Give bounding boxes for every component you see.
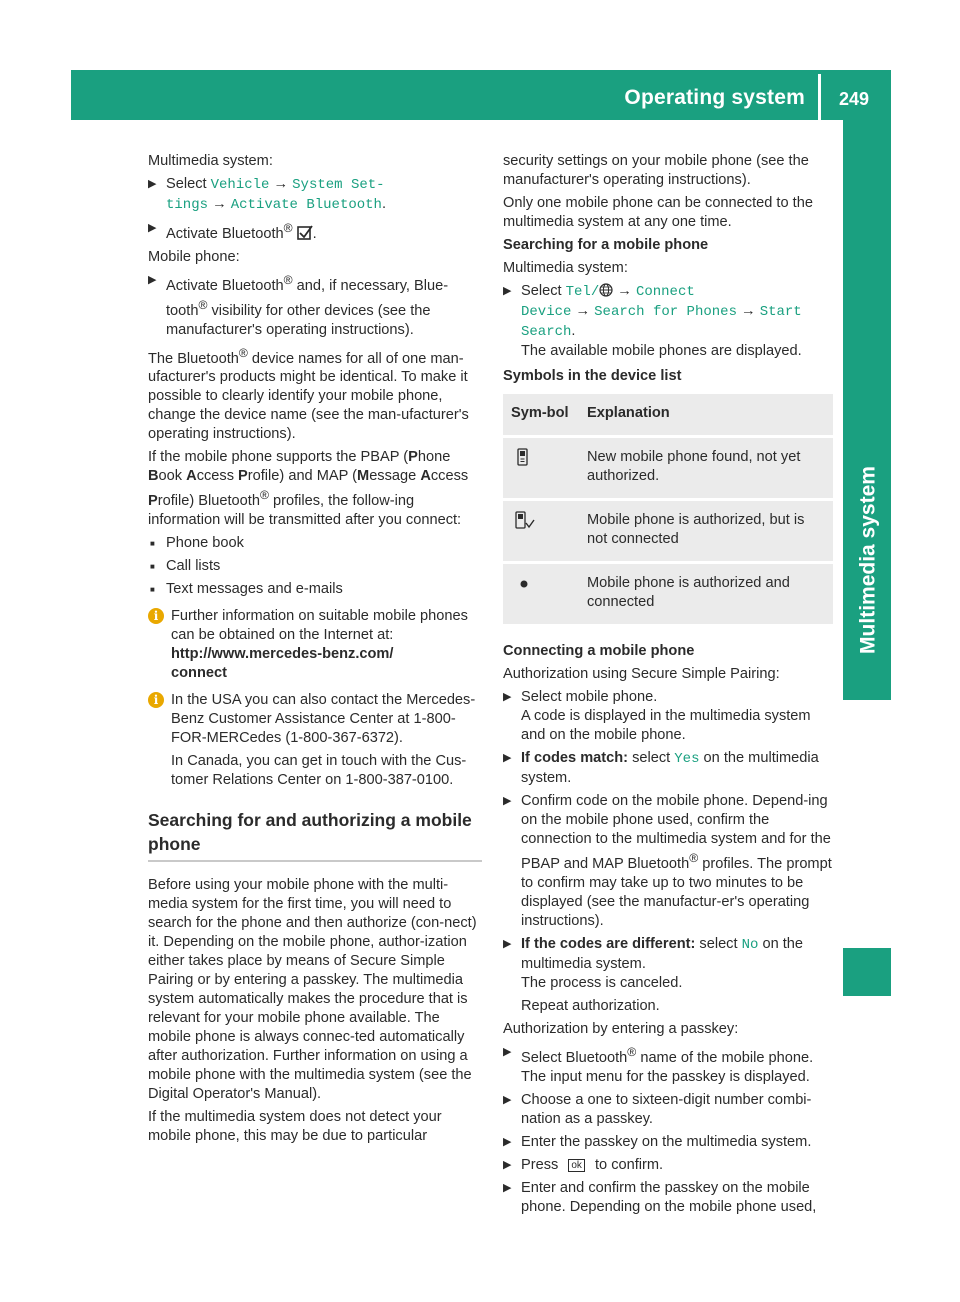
info-note: i Further information on suitable mobile phones can be obtained on the Internet at: http://www.mercedes-benz.com/ connect	[148, 607, 482, 683]
info-icon: i	[148, 608, 164, 624]
menu-vehicle: Vehicle	[210, 177, 270, 193]
phone-icon	[517, 448, 529, 466]
info-note: i In the USA you can also contact the Mercedes-Benz Customer Assistance Center at 1-800-FOR-MERCedes (1-800-367-6372). In Canada, you can get in touch with the Cus-tomer Relations Center on 1-800-387-0100.	[148, 691, 482, 790]
checkbox-checked-icon	[297, 225, 313, 241]
list-item: ■ Phone book	[148, 534, 482, 553]
device-symbol-table	[503, 394, 833, 624]
info-icon: i	[148, 692, 164, 708]
table-header: Sym-bol	[511, 405, 569, 421]
table-row: Mobile phone is authorized and connected	[503, 561, 833, 624]
table-row: New mobile phone found, not yet authorized.	[503, 435, 833, 498]
paragraph: If the mobile phone supports the PBAP (Phone Book Access Profile) and MAP (Message Access Profile) Bluetooth® profiles, the follow-ing information will be transmitted after you connect:	[148, 449, 469, 529]
list-item: ■ Text messages and e-mails	[148, 580, 482, 599]
subheading: Symbols in the device list	[503, 368, 682, 384]
divider	[148, 860, 482, 862]
list-item: ■ Call lists	[148, 557, 482, 576]
table-row: Mobile phone is authorized, but is not connected	[503, 498, 833, 561]
paragraph: Multimedia system:	[148, 153, 273, 169]
step-activate-bluetooth: ▶ Activate Bluetooth® .	[148, 219, 482, 244]
subheading: Searching for a mobile phone	[503, 237, 709, 253]
page-number: 249	[838, 89, 869, 109]
step: ▶ Enter and confirm the passkey on the mobile phone. Depending on the mobile phone used,	[503, 1179, 833, 1217]
paragraph: Multimedia system:	[503, 260, 628, 276]
phone-authorized-icon	[515, 511, 535, 529]
step: ▶ If codes match: select Yes on the multimedia system.	[503, 749, 833, 788]
step-select-vehicle: ▶ Select Vehicle → System Set- tings → Activate Bluetooth.	[148, 175, 482, 215]
subheading: Connecting a mobile phone	[503, 643, 695, 659]
step: ▶ Choose a one to sixteen-digit number combi-nation as a passkey.	[503, 1091, 833, 1129]
step-search-phones: ▶ Select Tel/ → Connect Device → Search for Phones → Start Search. The available mobile phones are displayed.	[503, 282, 833, 361]
paragraph: security settings on your mobile phone (see the manufacturer's operating instructions).	[503, 153, 809, 188]
step: ▶ Enter the passkey on the multimedia system.	[503, 1133, 833, 1152]
dot-icon	[519, 574, 529, 592]
step: ▶ Select Bluetooth® name of the mobile phone. The input menu for the passkey is displayed.	[503, 1043, 833, 1087]
left-column	[148, 152, 482, 1150]
url-link[interactable]: http://www.mercedes-benz.com/	[171, 646, 394, 663]
paragraph: Authorization by entering a passkey:	[503, 1020, 739, 1037]
sidebar-marker	[843, 948, 891, 996]
paragraph: Before using your mobile phone with the multi-media system for the first time, you will need to search for the phone and then authorize (con-nect) it. Depending on the mobile phone, author-ization either takes place by means of Secure Simple Pairing or by entering a passkey. The multimedia system automatically makes the procedure that is relevant for your mobile phone available. The mobile phone is always connec-ted automatically after authorization. Further information on using a mobile phone with the multimedia system (see the Digital Operator's Manual).	[148, 877, 477, 1103]
step: ▶ Select mobile phone. A code is displayed in the multimedia system and on the mobile phone.	[503, 688, 833, 745]
paragraph: Authorization using Secure Simple Pairing:	[503, 666, 780, 682]
sidebar-label: Multimedia system	[856, 466, 880, 654]
ok-key-icon: ok	[568, 1159, 585, 1172]
header-separator	[818, 74, 821, 120]
paragraph: Mobile phone:	[148, 248, 240, 265]
paragraph: The Bluetooth® device names for all of one man- ufacturer's products might be identical. To make it possible to clearly identify your mobile phone, change the device name (see the man-ufacturer's operating instructions).	[148, 345, 469, 443]
globe-icon	[599, 283, 613, 297]
paragraph: If the multimedia system does not detect your mobile phone, this may be due to particular	[148, 1109, 442, 1145]
step: ▶ If the codes are different: select No on the multimedia system. The process is canceled. Repeat authorization.	[503, 935, 833, 1016]
step-phone-bluetooth: ▶ Activate Bluetooth® and, if necessary, Blue- tooth® visibility for other devices (see the manufacturer's operating instructions).	[148, 271, 482, 340]
right-column	[503, 152, 833, 1221]
page-header	[71, 70, 891, 120]
table-header: Explanation	[587, 405, 670, 421]
header-title: Operating system	[624, 86, 805, 109]
step: ▶ Confirm code on the mobile phone. Depend-ing on the mobile phone used, confirm the connection to the multimedia system and for the PBAP and MAP Bluetooth® profiles. The prompt to confirm may take up to two minutes to be displayed (see the manufactur-er's operating instructions).	[503, 792, 833, 931]
section-heading: Searching for and authorizing a mobile phone	[148, 810, 472, 855]
paragraph: Only one mobile phone can be connected to the multimedia system at any one time.	[503, 195, 813, 230]
step: ▶ Press ok to confirm.	[503, 1156, 833, 1175]
